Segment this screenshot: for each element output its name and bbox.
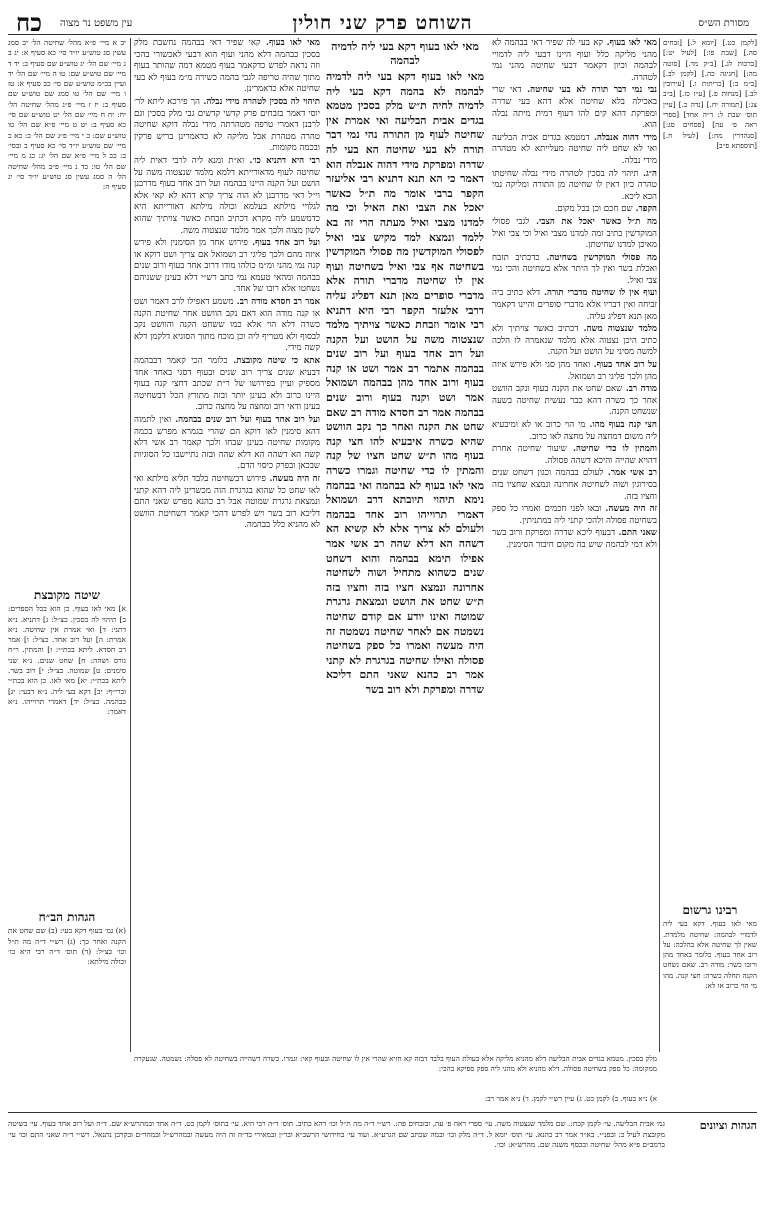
rashi-entry — [492, 253, 657, 288]
haghot-bach-column — [8, 912, 126, 1052]
tosafot-entry — [134, 97, 320, 155]
rashi-text: שאם שחט את הקנה בעוף ונקב הוושט אחר כך כשרה דהא כבר נעשית שחיטה בשעה שנשחט הקנה. — [492, 384, 657, 418]
rashi-entry — [492, 528, 657, 551]
tosafot-entry — [134, 38, 320, 96]
tosafot-dibur-hamatchil: ועל רוב אחד בעוף. — [247, 238, 320, 249]
tosafot-entry — [134, 297, 320, 355]
tosafot-entry — [134, 474, 320, 532]
tosafot-entry — [134, 415, 320, 473]
rashi-text: שם חכם וכן בכל מקום. — [554, 204, 633, 215]
daf-number: כח — [16, 8, 42, 37]
shita-mekubetzet-column — [8, 590, 126, 910]
rashi-entry — [492, 204, 657, 216]
rashi-entry — [492, 133, 657, 168]
rabenu-gershom-text: מאי לאו בעוף. דקא בעי ליה לדמויי לבהמה: שחיטה מלמדת. שאין לך שחיטה אלא בהלכה: על רוב אחד בעוף. כלומר באחד מהן ורובו כשר: מודה רב. שאם נשחט הקנה תחלה כשרה: חצי קנה. מהו מי הוי כרוב או לא: — [663, 919, 757, 991]
rashi-dibur-hamatchil: על רוב אחד בעוף. — [590, 360, 657, 371]
tosafot-text: פירוש אחד מן הסימנין ולא פירש איזה מהם ולכך פליגי רב ושמואל אם צריך ושט דוקא או קנה נמי מהני ומ״מ כולהו מודו דרוב אחד בעוף ורוב שנים בבהמה ומהאי טעמא נמי כתב רש״י דלא בעינן ששניהם נשחטו אלא רובו של אחד. — [134, 238, 320, 295]
gemara-opening-words: מאי לאו בעוף דקא בעי ליה לדמיה לבהמה — [331, 40, 479, 67]
rashi-dibur-hamatchil: שאני התם. — [615, 528, 657, 539]
bottom-commentary: מלק בסכין. מטמא בגדים אבית הבליעה דלא מהניא מליקה אלא בעולת העוף בלבד דבזה קא חזיא שהרי אין לו שחיטה ובעוף קאי: וגמרו. כשרה דשהייה בשחיטה לא פסלה: נשמטה. שנעקרה ממקומה: כל ספק בשחיטה פסולה. דלא מהניא ולא מהני ליה ספק ספיקא בהכי: — [134, 1054, 657, 1073]
tosafot-text: וא״ת ומנא ליה לרבי דאית ליה שחיטה לעוף מדאורייתא דלמא מלמד שנצטוה משה על הושט ועל הקנה היינו בבהמה ועל רוב אחד בעוף מדרבנן וי״ל דאי מדרבנן לא הוה צריך קרא דהא לא קאי אלא לגלויי מילתא בעלמא וכולה מילתא דאורייתא היא כדמשמע ליה מקרא דכתיב וזבחת כאשר צויתיך שהוא לשון מצוה ולכך אמר מלמד שנצטוה משה. — [134, 155, 320, 236]
rashi-dibur-hamatchil: מידי דהוה אנבלה. — [589, 132, 657, 143]
ein-mishpat-label: עין משפט נר מצוה — [60, 18, 133, 29]
rashi-text: דלא כתיב ביה זביחה ואין דבריו אלא מדברי סופרים והיינו דקאמר מאן תנא דפליג עליה. — [492, 288, 657, 322]
tosafot-text: משמע דאפילו לרב דאמר ושט או קנה מודה הוא דאם נקב הוושט אחר שחיטת הקנה כשרה דלא הוי אלא כמו ששחט הקנה והוושט נקב לבסוף ולא מטריף ליה וכן מוכח מתוך הסוגיא דלקמן דלא קשה מידי. — [134, 297, 320, 354]
tosafot-dibur-hamatchil: מאי לאו בעוף. — [260, 38, 320, 48]
rashi-dibur-hamatchil: נבי נמי דבר תורה לא בעי שחיטה. — [521, 85, 657, 96]
rashi-entry — [492, 169, 657, 204]
rashi-text: לגבי פסולי המוקדשין כתיב ומה למדנו מצבי ואיל וכי צבי ואיל מאיכן למדנו שחיטתן. — [492, 216, 657, 251]
footnote-line: א) נ״א בעוף. ב) לקמן כט. ג) עיין רש״י לקמן. ד) נ״א אמר רב: — [484, 1094, 657, 1103]
masoret-hashas-column: [לקמן כט.] [יומא ל.] [זבחים סה.] [שבת פו:] [לעיל יט:] [ברכות לג.] [ב״ק מד.] [סוטה מה:] [חגיגה כה.] [לקמן לב.] [ב״מ ב:] [כריתות ו.] [עירובין לב.] [מנחות פ.] [ע״ז כז.] [ב״ב צג:] [תמורה יח.] [נדה כ.] [עיין תוס׳ שבת ל: ד״ה אחד] [ספרי ראה פ׳ עה] [פסחים סג:] [סנהדרין מח:] [לעיל ח.] [תוספתא פ״ב] — [663, 38, 757, 150]
tosafot-dibur-hamatchil: אתא כי שיטה מקובצת. — [227, 356, 320, 367]
page-header — [8, 8, 757, 35]
rashi-text: דכתיב כאשר צויתיך ולא כתיב היכן נצטוה אלא מלמד שנאמרה לו הלכה למשה מסיני על הושט ועל הקנה. — [492, 324, 657, 358]
tosafot-column — [134, 38, 320, 1050]
rashi-dibur-hamatchil: מה פסולי המוקדשין בשחיטה. — [539, 252, 657, 263]
rashi-entry — [492, 324, 657, 359]
rashi-entry — [492, 38, 657, 84]
rashi-entry — [492, 504, 657, 527]
page-title: השוחט פרק שני חולין — [292, 12, 473, 34]
column-divider — [659, 38, 660, 1052]
rashi-dibur-hamatchil: זה היה מעשה. — [601, 504, 657, 515]
rashi-text: תיהוי לה בסכין לטהרה מידי נבלה שחיטתו טהרה כיון דאין לו שחיטה מן התורה ומליקה נמי הכא ליכא. — [492, 168, 657, 202]
rabenu-gershom-column — [663, 905, 757, 1053]
rashi-text: שיעור שחיטה אחרת דהויא שהייה והיכא דשהה פסולה. — [492, 444, 657, 466]
haghot-vetziyunim-section — [8, 1112, 757, 1203]
column-divider — [130, 38, 131, 1052]
tosafot-entry — [134, 238, 320, 296]
rabenu-gershom-title: רבינו גרשום — [682, 905, 738, 917]
rashi-text: ובאו לפני חכמים ואמרו כל ספק בשחיטה פסולה ולהכי קתני ליה במתניתין. — [492, 504, 657, 526]
rashi-dibur-hamatchil: מלמד שנצטוה משה. — [578, 324, 657, 335]
tosafot-text: ואין לתמוה דהא סימנין לאו דוקא הם שהרי בגמרא מפרש בכמה מקומות שחיטה בעינן שבחו ולכך קאמר רב אשי דלא קשה הא דשהה הא דלא שהה ובזה נתיישבו כל הסוגיות שבכאן ובפרק כיסוי הדם. — [134, 415, 320, 472]
tosafot-entry — [134, 356, 320, 414]
haghot-vetziyunim-title: הגהות וציונים — [699, 1119, 757, 1132]
gemara-column: מאי לאו בעוף דקא בעי ליה לדמיה לבהמה לא בהמה דקא בעי ליה לדמיה לחיה ת״ש מלק בסכין מטמא בגדים אבית הבליעה ואי אמרת אין שחיטה לעוף מן התורה נהי נמי דבר תורה לא בעי שחיטה הא בעי לה שדרה ומפרקת מידי דהוה אנבלה הוא דאמר כי הא תנא דתניא רבי אליעזר הקפר ברבי אומר מה ת״ל כאשר יאכל את הצבי ואת האיל וכי מה למדנו מצבי ואיל מעתה הרי זה בא ללמד ונמצא למד מקיש צבי ואיל לפסולי המוקדשין מה פסולי המוקדשין בשחיטה אף צבי ואיל בשחיטה ועוף אין לו שחיטה מדברי תורה אלא מדברי סופרים מאן תנא דפליג עליה דרבי אלעזר הקפר רבי היא דתניא רבי אומר וזבחת כאשר צויתיך מלמד שנצטוה משה על הושט ועל הקנה ועל רוב אחד בעוף ועל רוב שנים בבהמה אתמר רב אמר ושט או קנה בעוף ורוב אחד מהן בבהמה ושמואל אמר ושט וקנה בעוף ורוב שנים בבהמה אמר רב חסדא מודה רב שאם שחט את הקנה ואחר כך נקב הוושט שהיא כשרה איבעיא להו חצי קנה בעוף מהו ת״ש שחט חציו של קנה והמתין לו כדי שחיטה וגמרו כשרה מאי לאו בעוף לא בבהמה ואי בבהמה נימא תיהוי תיובתא דרב ושמואל דאמרי תרוייהו רוב אחד בבהמה ולעולם לא צריך אלא לא קשיא הא דשהה הא דלא שהה רב אשי אמר אפילו תימא בבהמה והוא דשחט שנים כשהוא מתחיל ושוה לשחיטה אחרונה ונמצא חציו בזה וחציו בזה ת״ש שחט את הושט ונמצאת גרגרת שמוטה ואינו יודע אם קודם שחיטה נשמטה אם לאחר שחיטה נשמטה זה היה מעשה ואמרו כל ספק בשחיטה פסולה ואילו שחיטה בגרגרת לא קתני אמר רב כהנא שאני התם דליכא שדרה ומפרקת ולא רוב בשר — [326, 70, 484, 696]
tosafot-text: כלומר הכי קאמר דבבהמה דבעיא שנים צריך רוב שנים ובעוף דסגי באחד אחד מספיק ועיין בפירושו של ר״ת שכתב דחצי קנה בעוף היינו כרוב ולא בעינן יותר ובזה מתורץ הכל דבשחיטה בעינן ודאי רוב ומחצה על מחצה כרוב. — [134, 356, 320, 413]
rashi-dibur-hamatchil: מאי לאו בעוף. — [602, 38, 657, 48]
tosafot-dibur-hamatchil: זה היה מעשה. — [265, 473, 320, 484]
rashi-dibur-hamatchil: חצי קנה בעוף מהו. — [585, 420, 657, 430]
masoret-label: מסורת הש״ס — [698, 18, 749, 29]
rashi-entry — [492, 468, 657, 503]
haghot-vetziyunim-text: גמ׳ אבית הבליעה. עי׳ לקמן קכח:. שם מלמד שנצטוה משה. עי׳ ספרי ראה פ׳ עה, ובזבחים פה:. רש״י ד״ה מה ת״ל וכו׳ דהא כתיב. תוס׳ ד״ה רבי היא. עי׳ בתוס׳ לקמן כט. ד״ה אחד ובמהרש״א שם. ד״ה ועל רוב אחד בעוף. עי׳ בשיטה מקובצת לעיל כ: ובפנ״י. בא״ד אמר רב כהנא. עי׳ תוס׳ יומא ל. ד״ה מלק וכו׳ ובמה שכתב שם הגרע״א. ועוד עי׳ בחידושי הרשב״א ובר״ן ובמאירי בד״ה זה היה מעשה ובמהרש״ל ובמהר״ם ובקרבן נתנאל. רש״י ד״ה שאני התם וכו׳ עי׳ ברמב״ם פ״א מהל׳ שחיטה ובכסף משנה שם. מהרש״א: וכו׳. — [8, 1119, 665, 1150]
rashi-text: דבעוף ליכא שדרה ומפרקת ורוב בשר ולא דמי לבהמה שיש בה מקום חיבור הסימנין. — [492, 528, 657, 550]
rashi-text: קא בעי לה שפיר דאי בבהמה לא מהני מליקה כלל ועוף היינו דבעי ליה לדמויי לבהמה וכיון דקאמר דבעי שחיטה מהני נמי לטהרה. — [492, 38, 657, 83]
shita-mekubetzet-text: א] מאי לאו בעוף. כן הוא בכל הספרים: ב] תיהוי לה בסכין. כצ״ל: ג] דתניא. נ״א דתני: ד] ואי אמרת אין שחיטה. נ״א אמרת: ה] ועל רוב אחד. כצ״ל: ו] אמר רב חסדא. ליתא בכת״י: ז] והמתין. ר״ח גורס ושהה: ח] שחט שנים. נ״א שני סימנים: ט] שמוטה. כצ״ל: י] רוב בשר. ליתא בכת״י: יא] מאי לאו. כן הוא בכת״י וברי״ף: יב] דקא בעי ליה. נ״א דבעי: יג] בבהמה. כצ״ל: יד] דאמרי תרוייהו. נ״א דאמר: — [8, 604, 126, 717]
rashi-dibur-hamatchil: ה״ג. — [638, 168, 657, 179]
rashi-text: דאי שרי באכילה בלא שחיטה אלא דהא בעי שדרה ומפרקת דהא קים להו דעוף דמית מיתה נבלה הוא. — [492, 85, 657, 131]
tosafot-dibur-hamatchil: ועל רוב אחד בעוף ועל רוב שנים בבהמה. — [171, 415, 320, 425]
tosafot-text: הך פירכא ליתא לר׳ יוסי דאמר בזבחים פרק קדשי קדשים גבי מלק בסכין וגם לרבנן דאמרי טרפה מטהרתה מידי נבלה דוקא שחיטה טהרה מטהרת אבל מליקה לא כדאמרינן בריש פרקין ובכמה מקומות. — [134, 96, 320, 154]
rashi-text: כדכתיב תזבח ואכלת בשר ואין לך היתר אלא בשחיטה והכי נמי צבי ואיל. — [492, 252, 657, 286]
haghot-bach-text: (א) גמ׳ בעוף דקא בעי: (ב) שם שחט את הקנה ואחר כך: (ג) רש״י ד״ה מה ת״ל וכו׳ כצ״ל: (ד) תוס׳ ד״ה רבי היא כו׳ וכולה מילתא: — [8, 926, 126, 967]
rashi-dibur-hamatchil: מה ת״ל כאשר יאכל את הצבי. — [529, 216, 657, 227]
rashi-entry — [492, 384, 657, 419]
haghot-bach-title: הגהות הב״ח — [38, 912, 96, 924]
rashi-dibur-hamatchil: והמתין לו כדי שחיטה. — [566, 444, 657, 455]
rashi-column — [492, 38, 657, 1050]
rashi-text: דמטמא בגדים אבית הבליעה ואי לא שחט ליה שחיטה מעלייתא לא מטהרה מידי נבלה. — [492, 132, 657, 166]
tosafot-entry — [134, 156, 320, 237]
rashi-dibur-hamatchil: רב אשי אמר. — [603, 468, 657, 479]
tosafot-dibur-hamatchil: רבי היא דתניא כו׳. — [244, 155, 320, 166]
ein-mishpat-column: יב א מיי׳ פ״א מהל׳ שחיטה הל׳ יב סמג עשין סג טוש״ע יו״ד סי׳ כא סעיף א: יג ב ג מיי׳ שם הל׳ יג טוש״ע שם סעיף ב: יד ד מיי׳ שם טוש״ע שם: טו ה מיי׳ שם הל׳ יד ועיין בכ״מ טוש״ע שם סי׳ כב סעיף א: טז ו מיי׳ שם הל׳ טו סמג שם טוש״ע שם סעיף ב: יז ז מיי׳ פ״ג מהל׳ שחיטה הל׳ יח: יח ח מיי׳ שם הל׳ יט טוש״ע שם סי׳ כא סעיף ב: יט ט מיי׳ פ״א שם הל׳ טו טוש״ע שם: כ י מיי׳ פ״ג שם הל׳ כ: כא כ מיי׳ שם טוש״ע יו״ד סי׳ כא סעיף ב ובסי׳ ב: כב ל מיי׳ פ״א שם הל׳ יג: כג מ מיי׳ שם הל׳ טו: כד נ מיי׳ פ״ב מהל׳ שחיטה הל׳ ה סמג עשין סג טוש״ע יו״ד סי׳ יג סעיף ה: — [8, 38, 126, 192]
rashi-dibur-hamatchil: מודה רב. — [622, 384, 657, 395]
rashi-entry — [492, 288, 657, 323]
rashi-text: מי הוי כרוב או לא ומיבעיא ליה משום דמחצה על מחצה לאו כרוב. — [492, 420, 657, 442]
rashi-entry — [492, 360, 657, 383]
rashi-entry — [492, 217, 657, 252]
rashi-dibur-hamatchil: הקפר. — [632, 204, 657, 215]
tosafot-dibur-hamatchil: תיהוי לה בסכין לטהרה מידי נבלה. — [199, 96, 320, 107]
rashi-text: לעולם בבהמה וכגון דשחט שנים בסירוגין ושוה לשחיטה אחרונה ונמצא שחציו בזה וחציו בזה. — [492, 468, 657, 502]
tosafot-text: קאי שפיר דאי בבהמה נחשבת מלק בסכין כבהמה דלא מהני ועוף הוא דבעי לאכשורי בהכי וזה נראה לפרש כדקאמר בעוף מטמא דמה שהותר בעוף מתוך שהיה טריפה לגבי בהמה כשירה מ״מ בעוף לא בעי שחיטה אלא כדאמרינן. — [134, 38, 320, 95]
rashi-entry — [492, 85, 657, 131]
rashi-text: ואחד מהן סגי ולא פירש איזה מהן ולכך פליגי רב ושמואל. — [492, 360, 657, 382]
rashi-entry — [492, 444, 657, 467]
tosafot-dibur-hamatchil: אמר רב חסדא מודה רב. — [233, 297, 320, 308]
rashi-dibur-hamatchil: ועוף אין לו שחיטה מדברי תורה. — [540, 288, 657, 299]
tosafot-text: פירוש דבשחיטה בלבד תליא מילתא ואי לאו שחט כל שהוא בגרגרת הוה מכשרינן ליה דהא קתני ונמצאת גרגרת שמוטה אבל רב כהנא מפרש שאני התם דליכא רוב בשר ויש לפרש דהכי קאמר דשחיטת הוושט לא מהניא כלל בבהמה. — [134, 473, 320, 531]
rashi-entry — [492, 420, 657, 443]
shita-mekubetzet-title: שיטה מקובצת — [34, 590, 100, 602]
